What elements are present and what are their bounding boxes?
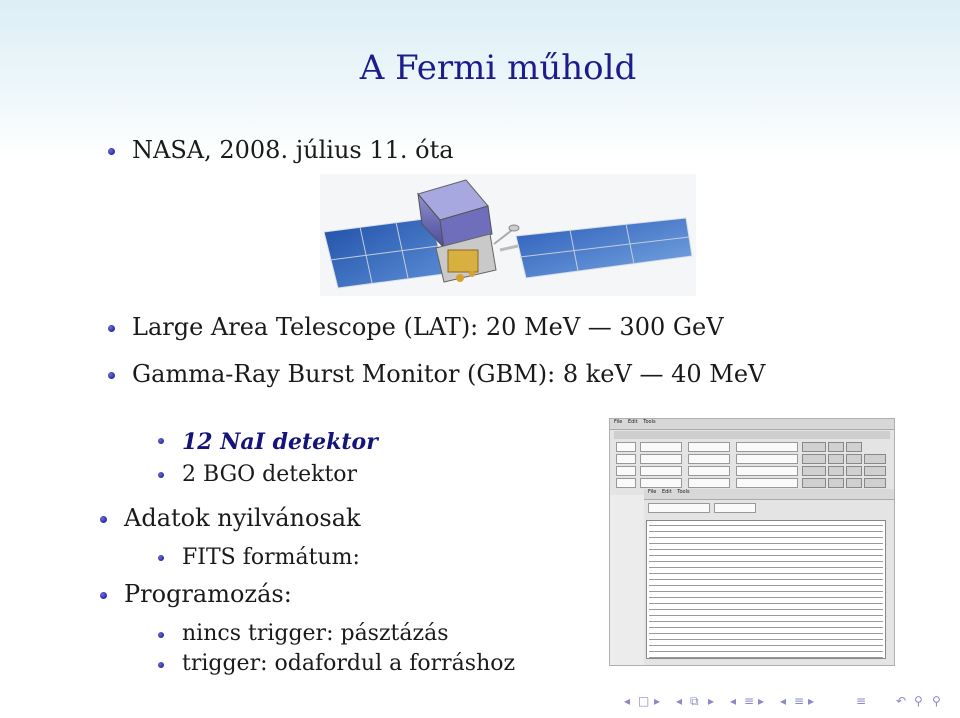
nav-undo-icon[interactable]: ↶ [896, 694, 907, 708]
item-programming: Programozás: [124, 580, 292, 608]
sub-bullet-icon [158, 662, 164, 668]
bullet-icon [108, 148, 115, 155]
fits-hdu-row [616, 465, 890, 475]
fits-hdu-row [616, 441, 890, 451]
sub-bullet-icon [158, 472, 164, 478]
item-trigger: trigger: odafordul a forráshoz [182, 651, 516, 676]
fits-file-window [610, 419, 894, 495]
fits-header-menubar [644, 489, 894, 500]
bullet-icon [108, 325, 115, 332]
nav-prev-frame-icon[interactable]: ◂ [624, 694, 631, 708]
item-no-trigger: nincs trigger: pásztázás [182, 621, 449, 646]
navigation-bar [624, 694, 954, 712]
fits-viewer-screenshot [609, 418, 895, 666]
nav-prev-section-icon[interactable]: ◂ [730, 694, 737, 708]
fits-menubar [610, 419, 894, 430]
fermi-satellite-illustration [320, 174, 696, 296]
nav-next-section-icon[interactable]: ▸ [758, 694, 765, 708]
fits-menu-file: File [614, 419, 623, 425]
bullet-icon [100, 592, 107, 599]
nav-next-part-icon[interactable]: ▸ [808, 694, 815, 708]
nav-align-icon[interactable]: ≡ [856, 694, 867, 708]
item-data-public: Adatok nyilvánosak [124, 504, 361, 532]
fits-menu-edit: Edit [627, 419, 638, 425]
fits-header-menu-edit: Edit [661, 489, 672, 495]
item-nai-detector: 12 NaI detektor [182, 429, 378, 455]
bullet-icon [100, 516, 107, 523]
fits-header-menu-tools: Tools [677, 489, 690, 495]
nav-next-subsection-icon[interactable]: ▸ [708, 694, 715, 708]
slide-title: A Fermi műhold [359, 48, 637, 88]
fits-hdu-row [616, 477, 890, 487]
fits-header-text [646, 520, 886, 659]
nav-prev-part-icon[interactable]: ◂ [780, 694, 787, 708]
nav-frame-icon[interactable]: □ [638, 694, 650, 708]
nav-section-icon[interactable]: ≡ [744, 694, 755, 708]
fits-hdu-row [616, 453, 890, 463]
fits-search-field [648, 503, 710, 513]
bullet-icon [108, 372, 115, 379]
item-nasa-date: NASA, 2008. július 11. óta [132, 136, 454, 164]
nav-next-frame-icon[interactable]: ▸ [654, 694, 661, 708]
item-fits-format: FITS formátum: [182, 545, 360, 570]
satellite-image [320, 174, 696, 296]
nav-part-icon[interactable]: ≡ [794, 694, 805, 708]
fits-table-header [614, 431, 890, 439]
nav-subsection-icon[interactable]: ⧉ [690, 694, 699, 708]
search-icon[interactable]: ⚲ [914, 694, 923, 708]
item-lat: Large Area Telescope (LAT): 20 MeV — 300 GeV [132, 313, 724, 341]
fits-search-field-2 [714, 503, 756, 513]
fits-menu-tools: Tools [643, 419, 656, 425]
item-gbm: Gamma-Ray Burst Monitor (GBM): 8 keV — 40 MeV [132, 360, 766, 388]
sub-bullet-icon [158, 555, 164, 561]
zoom-icon[interactable]: ⚲ [932, 694, 941, 708]
nav-prev-subsection-icon[interactable]: ◂ [676, 694, 683, 708]
sub-bullet-icon [158, 632, 164, 638]
fits-header-menu-file: File [648, 489, 657, 495]
sub-bullet-icon [158, 438, 164, 444]
item-bgo-detector: 2 BGO detektor [182, 462, 358, 487]
